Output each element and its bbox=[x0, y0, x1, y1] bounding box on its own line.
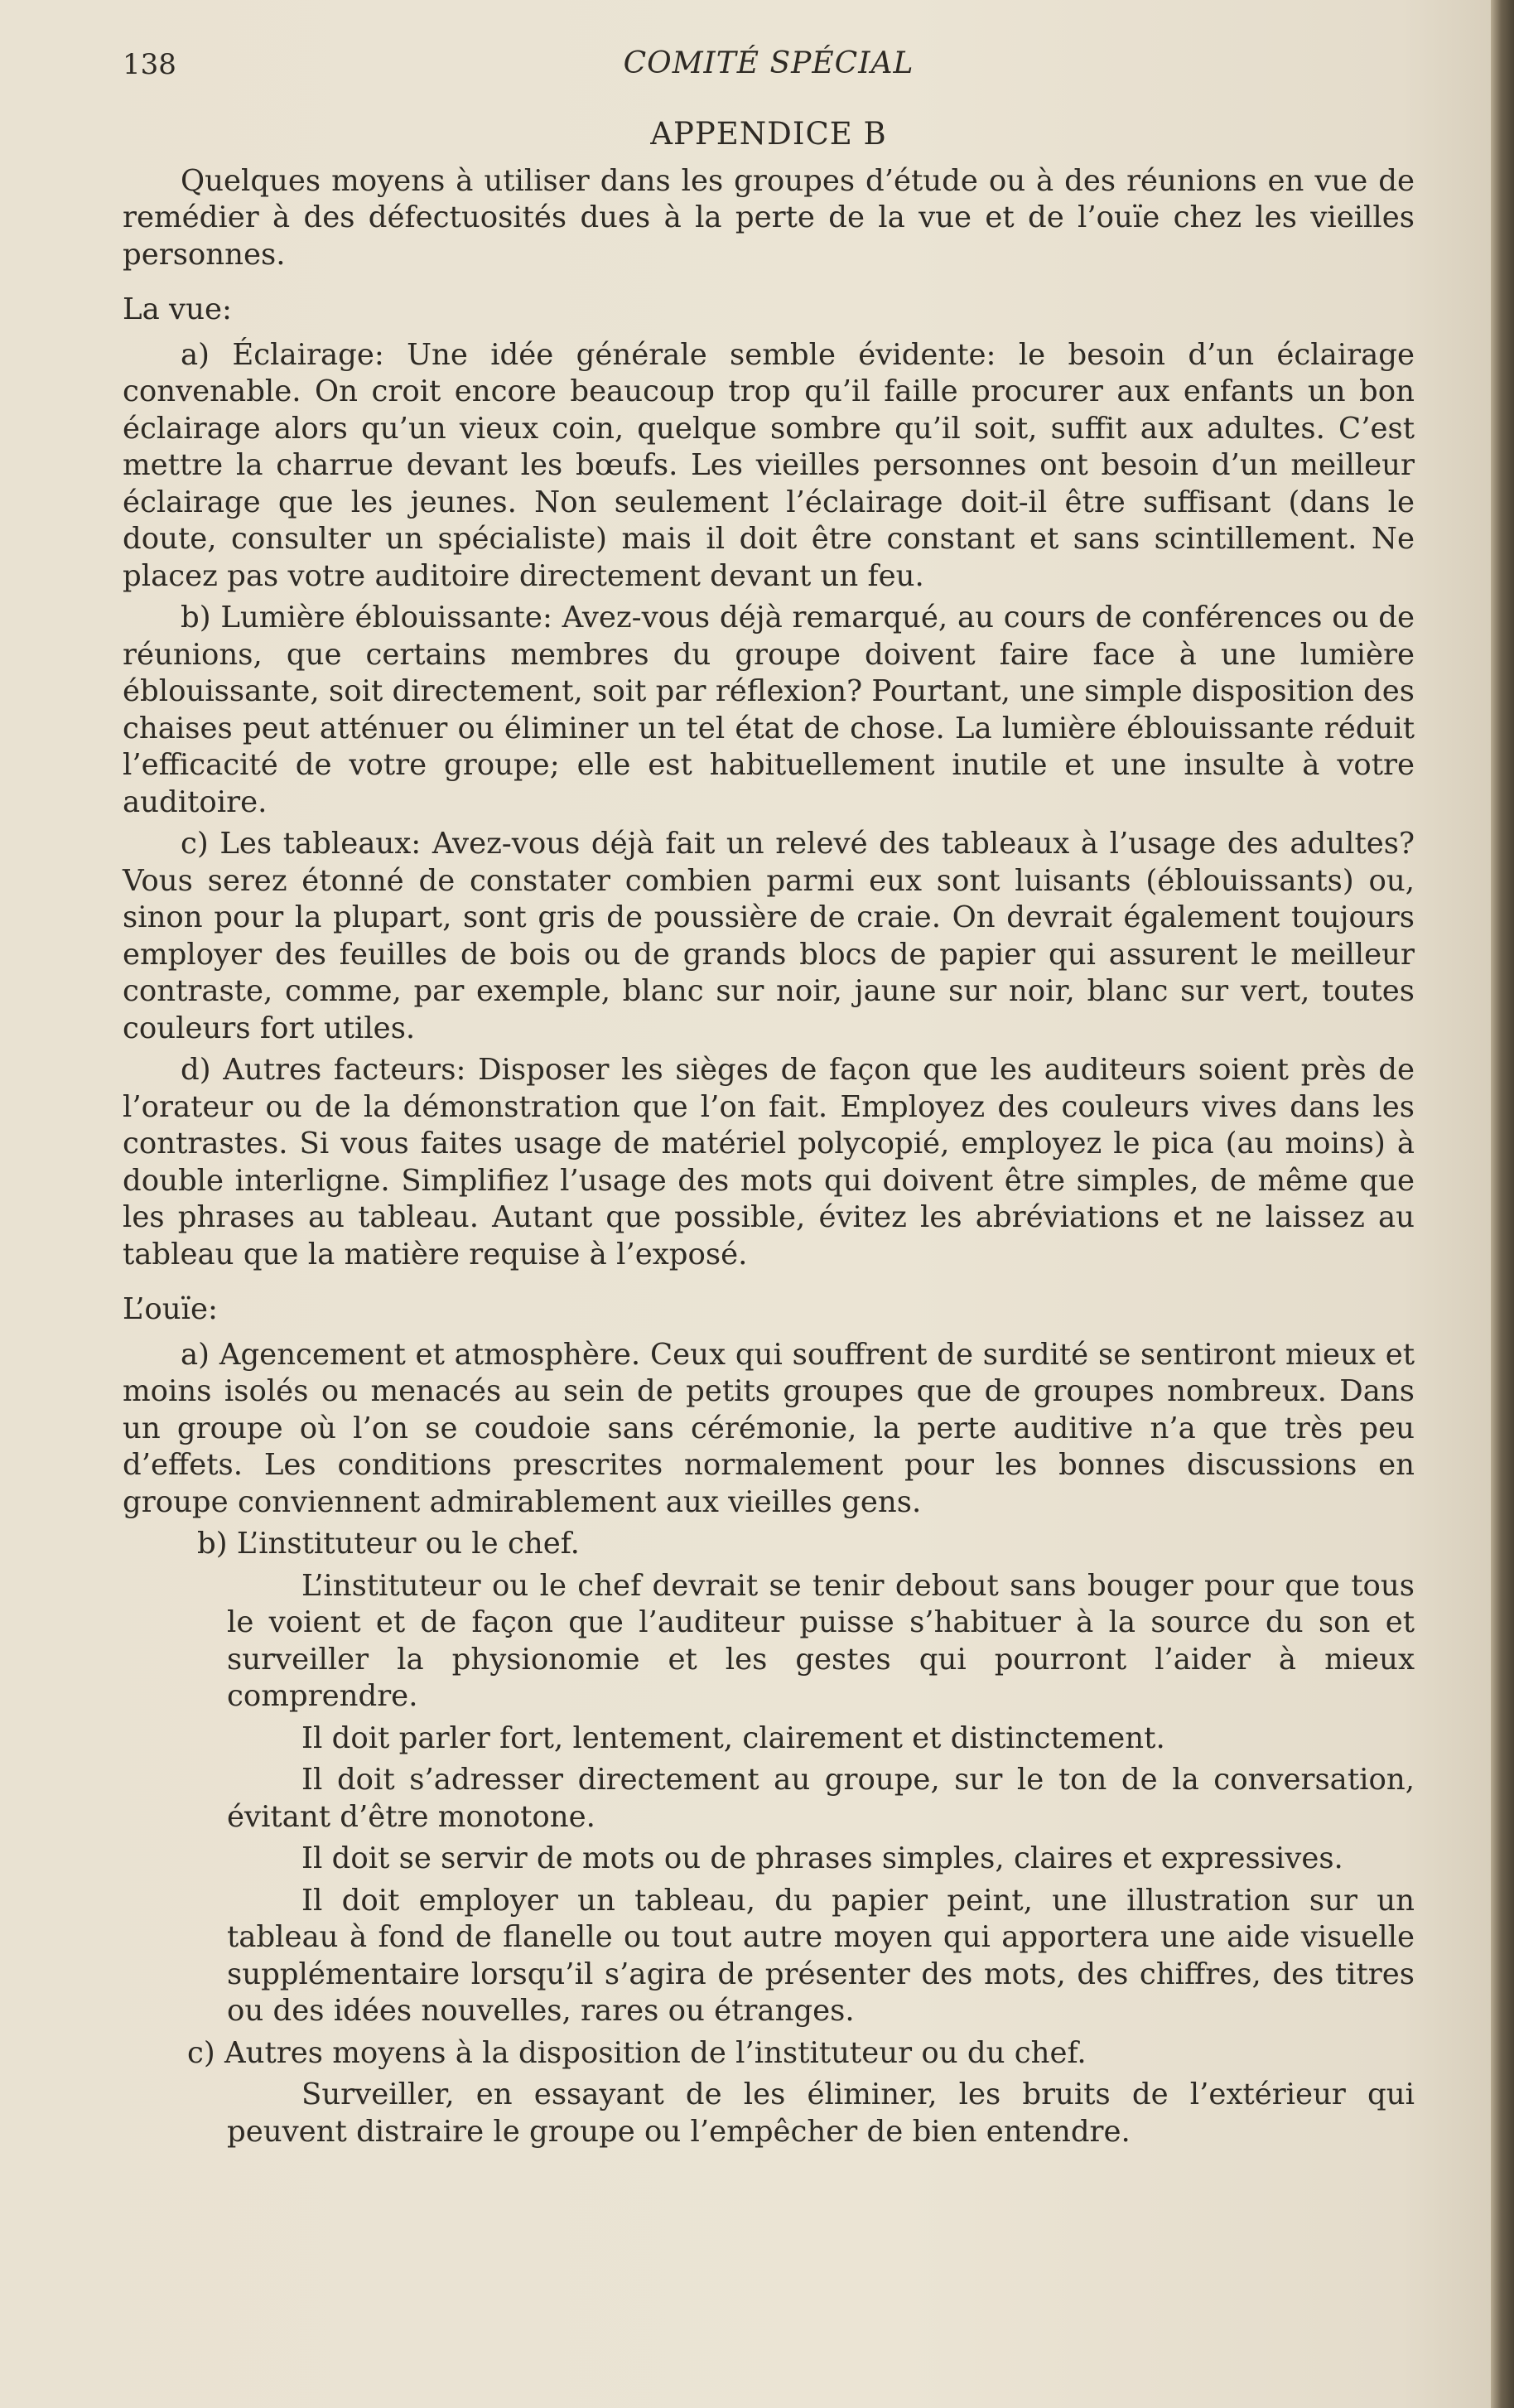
ouie-item-b-body bbox=[227, 1568, 1415, 2030]
intro-paragraph: Quelques moyens à utiliser dans les groupes d’étude ou à des réunions en vue de remédier à des défectuosités dues à la perte de la vue et de l’ouïe chez les vieilles personnes. bbox=[123, 163, 1415, 272]
ouie-item-c-paragraph: Surveiller, en essayant de les éliminer, les bruits de l’extérieur qui peuvent distraire le groupe ou l’empêcher de bien entendre. bbox=[227, 2077, 1415, 2149]
vue-item-b: b) Lumière éblouissante: Avez-vous déjà remarqué, au cours de conférences ou de réunions, que certains membres du groupe doivent faire face à une lumière éblouissante, soit directement, soit par réflexion? Pourtant, une simple disposition des chaises peut atténuer ou éliminer un tel état de chose. La lumière éblouissante réduit l’efficacité de votre groupe; elle est habituellement inutile et une insulte à votre auditoire. bbox=[123, 601, 1415, 819]
ouie-item-b-paragraph: Il doit employer un tableau, du papier peint, une illustration sur un tableau à fond de flanelle ou tout autre moyen qui apportera une aide visuelle supplémentaire lorsqu’il s’agira de présenter des mots, des chiffres, des titres ou des idées nouvelles, rares ou étranges. bbox=[227, 1883, 1415, 2028]
section-heading-ouie: L’ouïe: bbox=[123, 1292, 218, 1326]
running-title: COMITÉ SPÉCIAL bbox=[623, 46, 914, 80]
ouie-item-b-paragraph: Il doit se servir de mots ou de phrases simples, claires et expressives. bbox=[301, 1841, 1343, 1875]
book-spine-edge bbox=[1491, 0, 1514, 2408]
ouie-item-c-label: c) Autres moyens à la disposition de l’instituteur ou du chef. bbox=[187, 2035, 1087, 2070]
ouie-item-b-paragraph: Il doit parler fort, lentement, clairement et distinctement. bbox=[301, 1720, 1165, 1755]
ouie-item-b-label: b) L’instituteur ou le chef. bbox=[197, 1527, 580, 1561]
appendix-title: APPENDICE B bbox=[650, 116, 887, 152]
vue-item-a: a) Éclairage: Une idée générale semble évidente: le besoin d’un éclairage convenable. On croit encore beaucoup trop qu’il faille procurer aux enfants un bon éclairage alors qu’un vieux coin, quelque sombre qu’il soit, suffit aux adultes. C’est mettre la charrue devant les bœufs. Les vieilles personnes ont besoin d’un meilleur éclairage que les jeunes. Non seulement l’éclairage doit-il être suffisant (dans le doute, consulter un spécialiste) mais il doit être constant et sans scintillement. Ne placez pas votre auditoire directement devant un feu. bbox=[123, 337, 1415, 593]
page-body bbox=[123, 116, 1415, 2155]
section-heading-vue: La vue: bbox=[123, 292, 232, 326]
ouie-item-b-paragraph: Il doit s’adresser directement au groupe, sur le ton de la conversation, évitant d’être monotone. bbox=[227, 1763, 1415, 1834]
ouie-item-c-body bbox=[227, 2077, 1415, 2150]
vue-item-d: d) Autres facteurs: Disposer les sièges de façon que les auditeurs soient près de l’orateur ou de la démonstration que l’on fait. Employez des couleurs vives dans les contrastes. Si vous faites usage de matériel polycopié, employez le pica (au moins) à double interligne. Simplifiez l’usage des mots qui doivent être simples, de même que les phrases au tableau. Autant que possible, évitez les abréviations et ne laissez au tableau que la matière requise à l’exposé. bbox=[123, 1053, 1415, 1272]
page-header bbox=[123, 41, 1415, 86]
ouie-item-a: a) Agencement et atmosphère. Ceux qui souffrent de surdité se sentiront mieux et moins isolés ou menacés au sein de petits groupes que de groupes nombreux. Dans un groupe où l’on se coudoie sans cérémonie, la perte auditive n’a que très peu d’effets. Les conditions prescrites normalement pour les bonnes discussions en groupe conviennent admirablement aux vieilles gens. bbox=[123, 1337, 1415, 1519]
vue-item-c: c) Les tableaux: Avez-vous déjà fait un relevé des tableaux à l’usage des adultes? Vous serez étonné de constater combien parmi eux sont luisants (éblouissants) ou, sinon pour la plupart, sont gris de poussière de craie. On devrait également toujours employer des feuilles de bois ou de grands blocs de papier qui assurent le meilleur contraste, comme, par exemple, blanc sur noir, jaune sur noir, blanc sur vert, toutes couleurs fort utiles. bbox=[123, 827, 1415, 1045]
ouie-item-b-paragraph: L’instituteur ou le chef devrait se tenir debout sans bouger pour que tous le voient et de façon que l’auditeur puisse s’habituer à la source du son et surveiller la physionomie et les gestes qui pourront l’aider à mieux comprendre. bbox=[227, 1568, 1415, 1713]
page-number: 138 bbox=[123, 48, 176, 81]
